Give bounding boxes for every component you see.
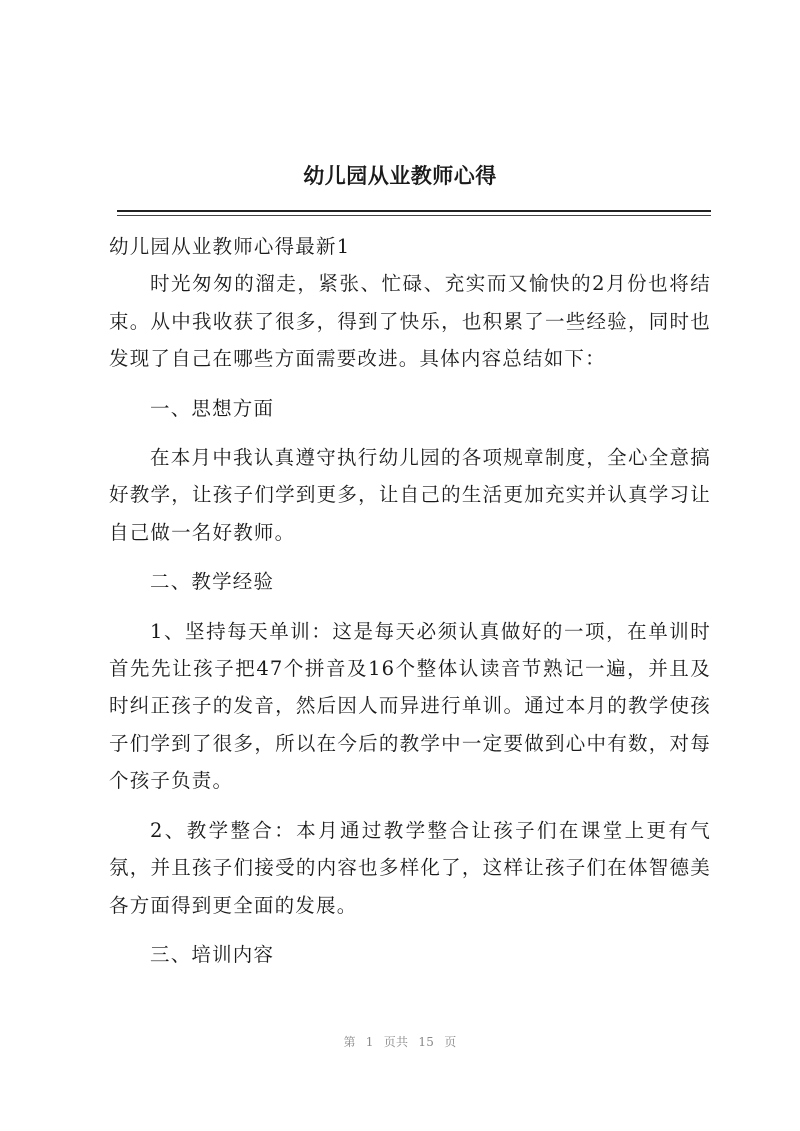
title-divider-thick bbox=[117, 210, 711, 212]
document-title: 幼儿园从业教师心得 bbox=[303, 163, 497, 188]
footer-label-page: 第 bbox=[343, 1035, 356, 1049]
footer-current-page: 1 bbox=[365, 1035, 374, 1049]
section-heading-thought: 一、思想方面 bbox=[150, 396, 275, 420]
footer-total-pages: 15 bbox=[418, 1035, 435, 1049]
section-heading-training: 三、培训内容 bbox=[150, 942, 275, 966]
paragraph-daily-training: 1、坚持每天单训：这是每天必须认真做好的一项，在单训时首先先让孩子把47个拼音及16个整体认读音节熟记一遍，并且及时纠正孩子的发音，然后因人而异进行单训。通过本月的教学使孩子们学到了很多，所以在今后的教学中一定要做到心中有数，对每个孩子负责。 bbox=[109, 619, 711, 793]
paragraph-intro: 时光匆匆的溜走，紧张、忙碌、充实而又愉快的2月份也将结束。从中我收获了很多，得到了快乐，也积累了一些经验，同时也发现了自己在哪些方面需要改进。具体内容总结如下： bbox=[109, 272, 711, 371]
document-body bbox=[109, 228, 711, 973]
paragraph-integration: 2、教学整合：本月通过教学整合让孩子们在课堂上更有气氛，并且孩子们接受的内容也多样化了，这样让孩子们在体智德美各方面得到更全面的发展。 bbox=[109, 818, 711, 917]
footer-label-end: 页 bbox=[444, 1035, 457, 1049]
paragraph-thought: 在本月中我认真遵守执行幼儿园的各项规章制度，全心全意搞好教学，让孩子们学到更多，让自己的生活更加充实并认真学习让自己做一名好教师。 bbox=[109, 446, 711, 544]
title-divider-thin bbox=[117, 215, 711, 216]
document-subtitle: 幼儿园从业教师心得最新1 bbox=[109, 235, 351, 258]
section-heading-teaching: 二、教学经验 bbox=[150, 570, 275, 594]
footer-label-of: 页共 bbox=[383, 1035, 409, 1049]
page-footer bbox=[0, 1033, 800, 1050]
